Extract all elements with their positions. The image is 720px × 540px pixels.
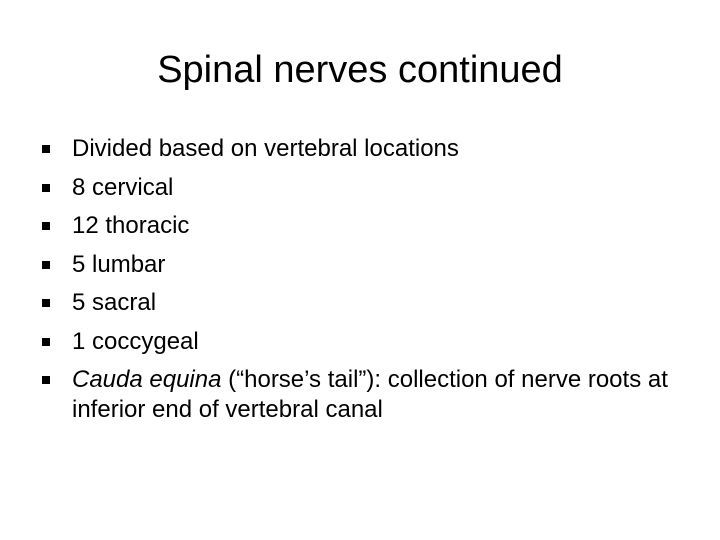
bullet-item	[42, 250, 682, 280]
bullet-item	[42, 211, 682, 241]
square-bullet-icon	[42, 145, 50, 153]
bullet-list	[42, 134, 682, 434]
slide-title: Spinal nerves continued	[157, 49, 563, 91]
square-bullet-icon	[42, 376, 50, 384]
bullet-text: (“horse’s tail”): collection of nerve roots at inferior end of vertebral canal	[72, 366, 668, 423]
square-bullet-icon	[42, 338, 50, 346]
bullet-text: 5 sacral	[72, 289, 157, 316]
bullet-item	[42, 365, 682, 425]
square-bullet-icon	[42, 222, 50, 230]
bullet-text: 1 coccygeal	[72, 327, 199, 355]
bullet-item	[42, 288, 682, 318]
square-bullet-icon	[42, 184, 50, 192]
bullet-text: 8 cervical	[72, 173, 174, 201]
bullet-text: Divided based on vertebral locations	[72, 135, 459, 162]
square-bullet-icon	[42, 299, 50, 307]
bullet-item	[42, 327, 682, 357]
square-bullet-icon	[42, 261, 50, 269]
bullet-italic-term: Cauda equina	[72, 366, 222, 393]
bullet-text: 5 lumbar	[72, 250, 166, 278]
bullet-text: 12 thoracic	[72, 212, 190, 239]
bullet-item	[42, 134, 682, 164]
bullet-item	[42, 173, 682, 203]
